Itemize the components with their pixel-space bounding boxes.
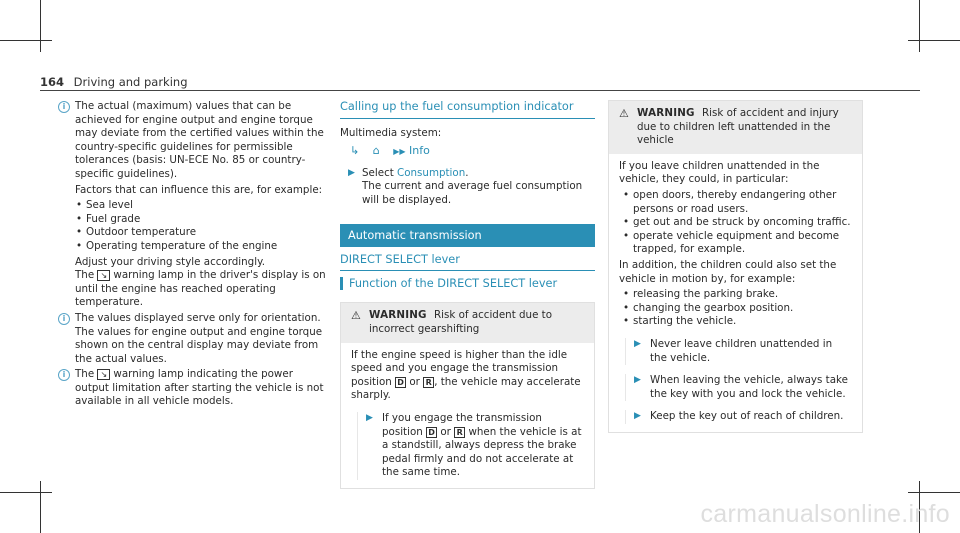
section-heading: Calling up the fuel consumption indicator xyxy=(340,100,574,113)
multimedia-label: Multimedia system: xyxy=(340,126,442,139)
warning-step xyxy=(357,412,584,480)
list-item: • changing the gearbox position. xyxy=(623,302,852,316)
column-middle xyxy=(340,100,595,489)
consumption-link[interactable]: Consumption xyxy=(397,166,466,179)
danger-list xyxy=(619,189,852,257)
step-arrow-icon: ▶ xyxy=(348,167,355,178)
crop-mark xyxy=(919,0,920,52)
heading-divider xyxy=(340,270,595,271)
info-note xyxy=(60,368,330,409)
menu-path xyxy=(350,144,595,159)
warning-lamp-icon: ↘ xyxy=(97,369,110,380)
factors-intro: Factors that can influence this are, for example: xyxy=(75,183,323,196)
column-left xyxy=(60,100,330,411)
step-text: When leaving the vehicle, always take the key with you and lock the vehicle. xyxy=(650,374,848,400)
list-item: • starting the vehicle. xyxy=(623,315,852,329)
crop-mark xyxy=(0,40,52,41)
info-note xyxy=(60,100,330,182)
warning-step xyxy=(625,338,852,365)
info-icon: i xyxy=(58,313,70,325)
warning-box xyxy=(340,302,595,489)
warning-header xyxy=(609,101,862,154)
warning-label: WARNING xyxy=(369,309,427,322)
warning-body xyxy=(609,154,862,432)
warning-box xyxy=(608,100,863,433)
step-arrow-icon: ▶ xyxy=(634,411,641,422)
list-item: • get out and be struck by oncoming traffic. xyxy=(623,216,852,230)
list-item: • releasing the parking brake. xyxy=(623,288,852,302)
text-fragment: , the vehicle may accelerate sharply. xyxy=(351,375,581,402)
text-fragment: If the engine speed is higher than the idle speed and you engage the transmission position xyxy=(351,348,568,388)
warning-intro: If you leave children unattended in the vehicle, they could, in particular: xyxy=(619,159,820,186)
warning-lamp-icon: ↘ xyxy=(97,270,110,281)
motion-text: In addition, the children could also set the vehicle in motion by, for example: xyxy=(619,258,837,285)
adjust-text: Adjust your driving style accordingly. xyxy=(75,255,265,268)
header-divider xyxy=(40,90,920,91)
list-item: • Outdoor temperature xyxy=(76,226,330,240)
gear-r-icon: R xyxy=(423,377,434,388)
heading-divider xyxy=(340,118,595,119)
lamp-text xyxy=(60,269,330,310)
step-arrow-icon: ▶ xyxy=(634,338,641,349)
text-fragment: The xyxy=(75,269,95,282)
step-arrow-icon: ▶ xyxy=(366,412,373,423)
path-arrow-icon: ↳ xyxy=(350,144,360,158)
crop-mark xyxy=(908,492,960,493)
warning-body xyxy=(341,343,594,488)
crop-mark xyxy=(908,40,960,41)
text-fragment: or xyxy=(409,375,420,388)
warning-header xyxy=(341,303,594,342)
info-icon: i xyxy=(58,101,70,113)
warning-triangle-icon: ⚠ xyxy=(619,107,629,120)
section-band: Automatic transmission xyxy=(340,224,595,248)
watermark: carmanualsonline.info xyxy=(700,500,950,528)
function-heading: Function of the DIRECT SELECT lever xyxy=(340,277,595,291)
list-item: • open doors, thereby endangering other persons or road users. xyxy=(623,189,852,216)
info-text: The actual (maximum) values that can be achieved for engine output and engine torque may deviate from the certified values within the country-specific guidelines for permissible tolerances (basis: UN-ECE No. 85 or country-specific guidelines). xyxy=(75,100,324,180)
step-text: Keep the key out of reach of children. xyxy=(650,410,844,423)
subsection-heading: DIRECT SELECT lever xyxy=(340,253,460,267)
text-fragment: warning lamp in the driver's display is on until the engine has reached operating temperature. xyxy=(75,269,326,309)
gear-r-icon: R xyxy=(454,427,465,438)
step-arrow-icon: ▶ xyxy=(634,375,641,386)
warning-label: WARNING xyxy=(637,107,695,119)
gear-d-icon: D xyxy=(426,427,437,438)
crop-mark xyxy=(0,492,52,493)
column-right xyxy=(608,100,863,433)
list-item: • Fuel grade xyxy=(76,213,330,227)
text-fragment: or xyxy=(440,425,451,438)
text-fragment: when the vehicle is at a standstill, always depress the brake pedal firmly and do not accelerate at the same time. xyxy=(382,425,582,479)
step-text: Never leave children unattended in the vehicle. xyxy=(650,337,833,364)
section-title: Driving and parking xyxy=(73,75,188,89)
text-fragment: warning lamp indicating the power output limitation after starting the vehicle is not available in all vehicle models. xyxy=(75,368,324,408)
instruction-step: ▶ Select Consumption. The current and average fuel consumption will be displayed. xyxy=(348,166,583,206)
crop-mark xyxy=(40,481,41,533)
list-item: • Sea level xyxy=(76,199,330,213)
list-item: • Operating temperature of the engine xyxy=(76,240,330,254)
warning-title: Risk of accident due to incorrect gearshifting xyxy=(369,309,553,335)
warning-step xyxy=(625,410,852,424)
warning-title: Risk of accident and injury due to children left unattended in the vehicle xyxy=(637,107,839,147)
text-fragment: The xyxy=(75,368,95,381)
warning-step xyxy=(625,374,852,401)
info-note xyxy=(60,312,330,366)
home-icon: ⌂ xyxy=(372,144,380,158)
motion-list xyxy=(619,288,852,329)
page-header xyxy=(40,75,188,89)
text-fragment: If you engage the transmission position xyxy=(382,411,542,438)
factors-list xyxy=(60,199,330,253)
text-fragment: Select xyxy=(362,166,394,179)
chevron-right-icon: ▶▶ xyxy=(393,147,406,157)
crop-mark xyxy=(40,0,41,52)
info-icon: i xyxy=(58,369,70,381)
path-info: Info xyxy=(409,144,430,158)
list-item: • operate vehicle equipment and become trapped, for example. xyxy=(623,230,852,257)
gear-d-icon: D xyxy=(395,377,406,388)
page-number: 164 xyxy=(40,75,65,89)
text-fragment: The current and average fuel consumption will be displayed. xyxy=(362,180,583,206)
warning-triangle-icon: ⚠ xyxy=(351,309,361,323)
info-text: The values displayed serve only for orientation. The values for engine output and engine torque shown on the central display may deviate from the actual values. xyxy=(75,311,323,365)
